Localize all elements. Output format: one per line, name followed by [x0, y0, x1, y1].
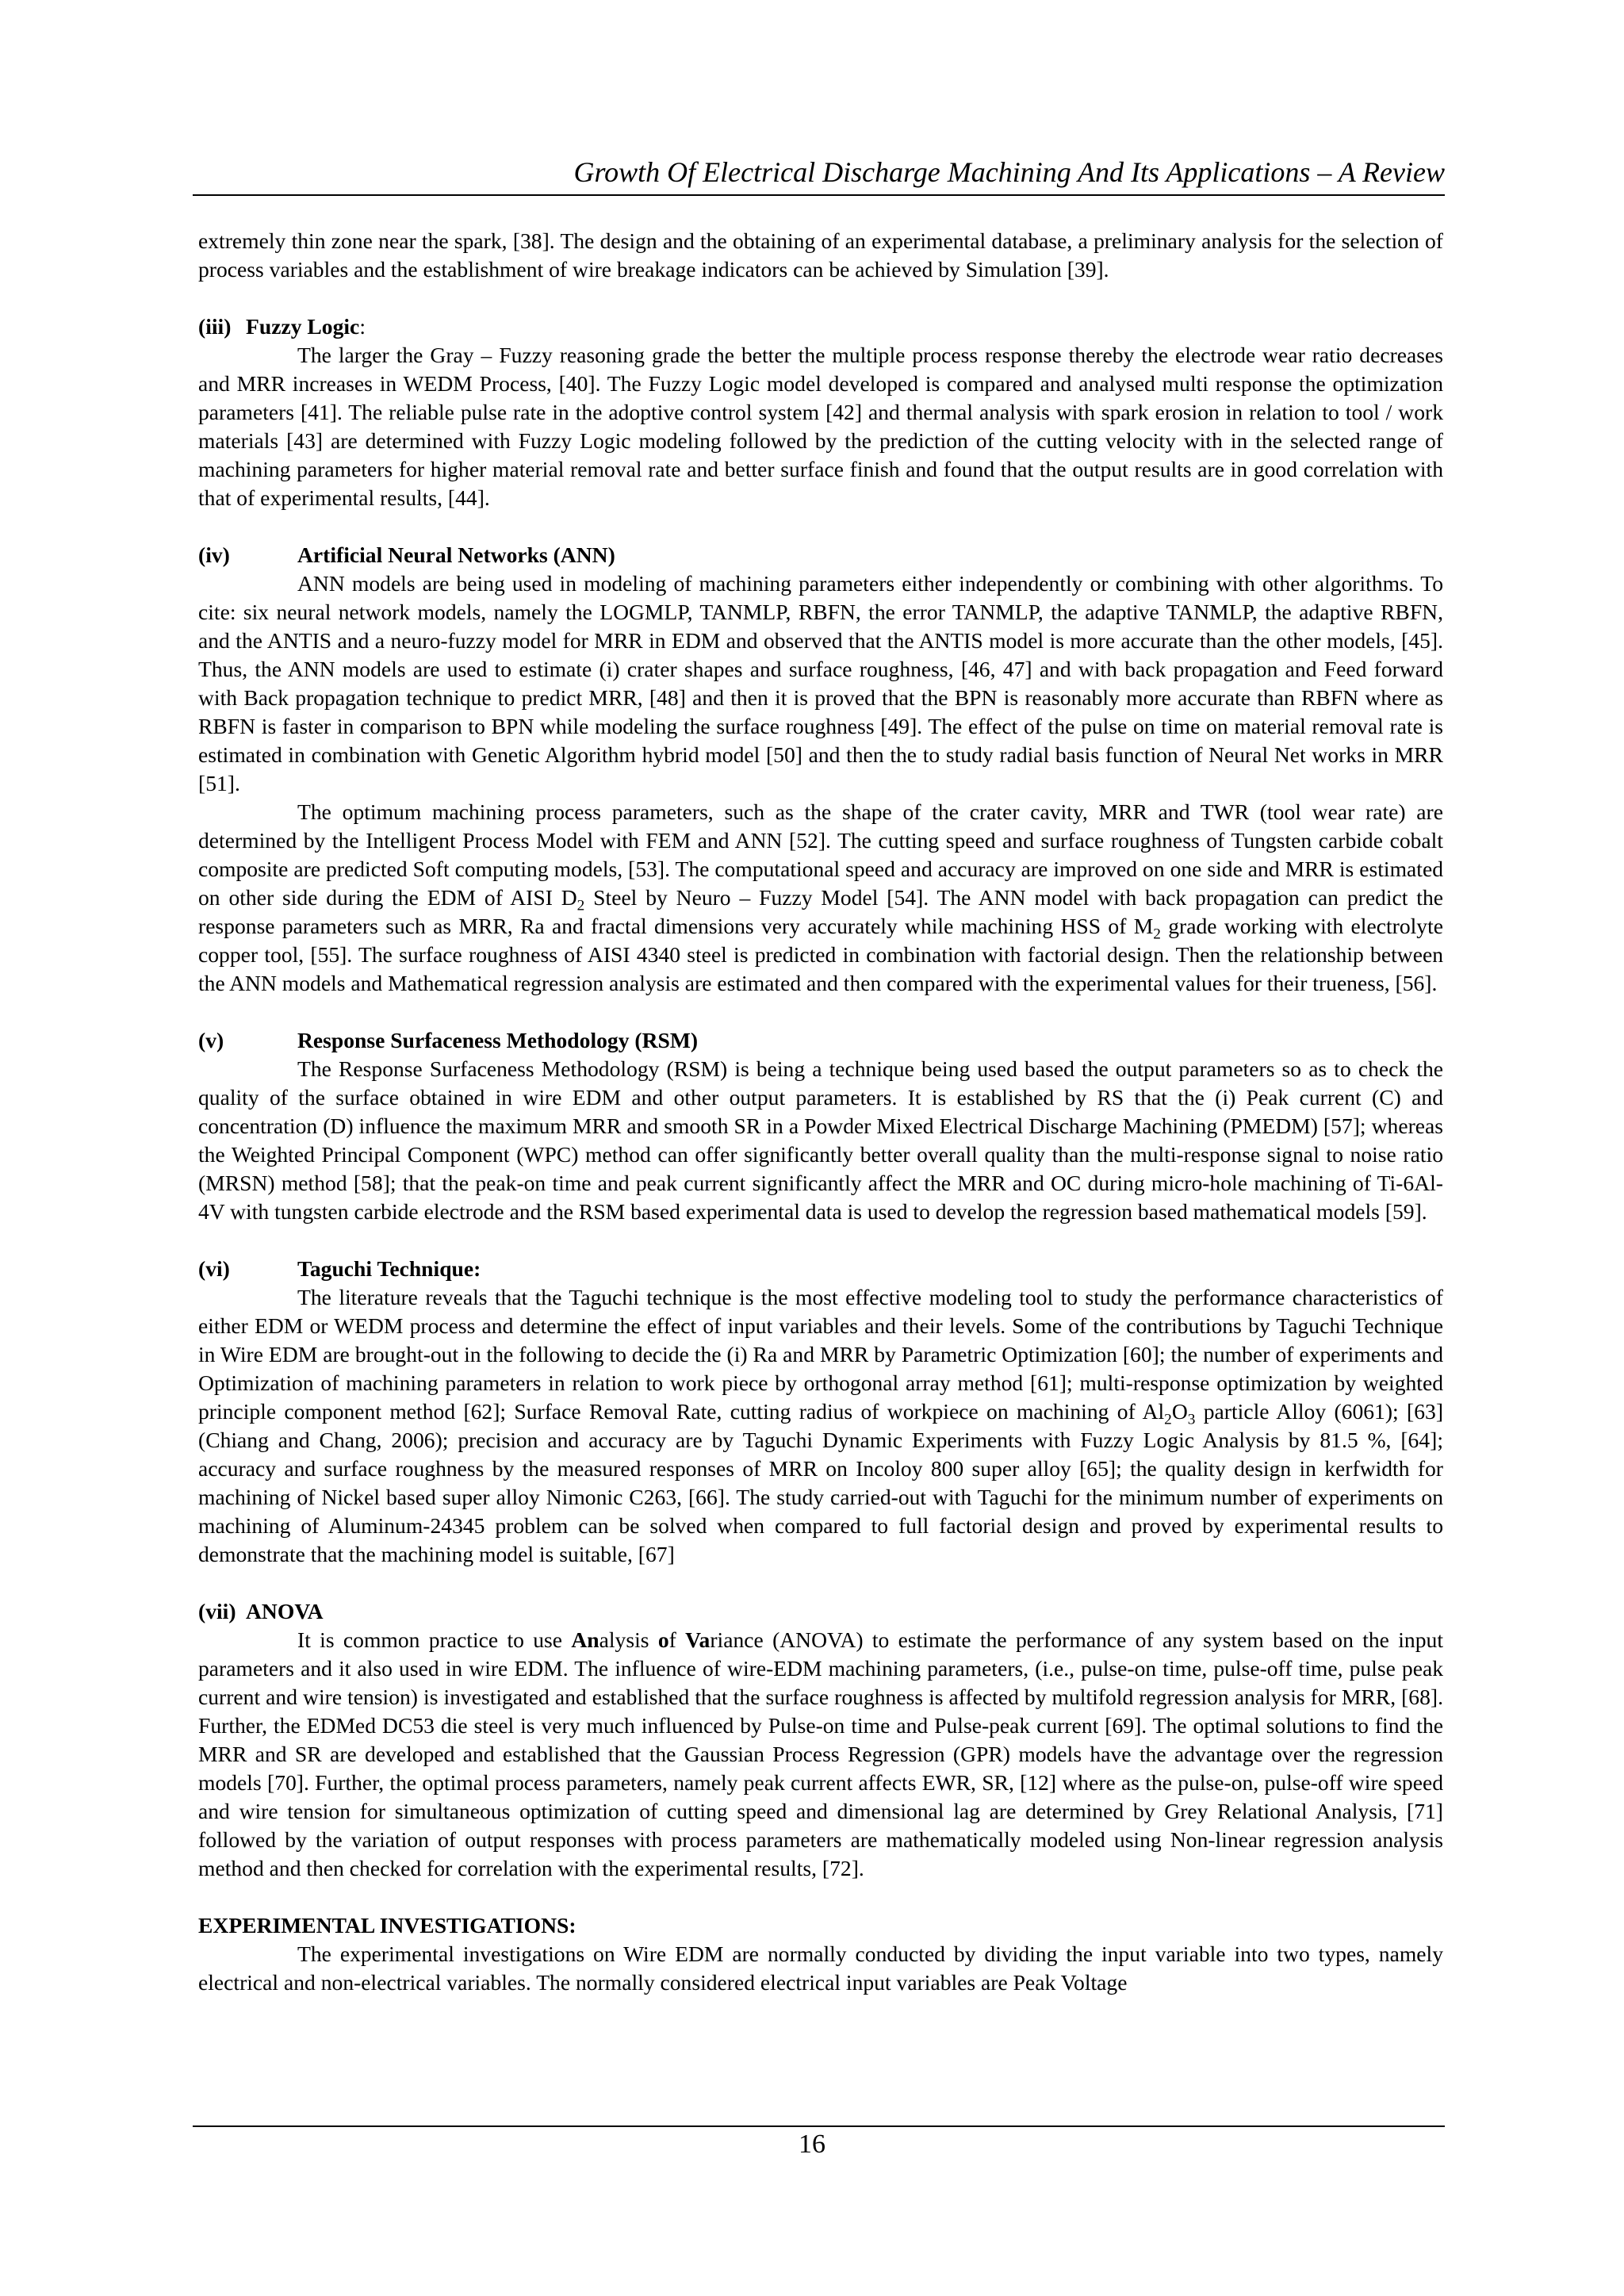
section-taguchi: [198, 1255, 1443, 1569]
section-heading: [198, 1026, 1443, 1055]
page-number: 16: [799, 2129, 825, 2159]
heading-colon: :: [359, 314, 366, 339]
body-paragraph: The experimental investigations on Wire EDM are normally conducted by dividing the input variable into two types, namely electrical and non-electrical variables. The normally considered electrical input variables are Peak Voltage: [198, 1941, 1443, 1995]
section-number: (v): [198, 1028, 224, 1052]
section-title: Artificial Neural Networks (ANN): [297, 542, 615, 567]
section-number: (iv): [198, 542, 230, 567]
body-paragraph: The literature reveals that the Taguchi technique is the most effective modeling tool to study the performance characteristics of either EDM or WEDM process and determine the effect of input variables and their levels. Some of the contributions by Taguchi Technique in Wire EDM are brought-out in the following to decide the (i) Ra and MRR by Parametric Optimization [60]; the number of experiments and Optimization of machining parameters in relation to work piece by orthogonal array method [61]; multi-response optimization by weighted principle component method [62]; Surface Removal Rate, cutting radius of workpiece on machining of $Al_2O_3$ particle Alloy (6061); [63] (Chiang and Chang, 2006); precision and accuracy are by Taguchi Dynamic Experiments with Fuzzy Logic Analysis by 81.5 %, [64]; accuracy and surface roughness by the measured responses of MRR on Incoloy 800 super alloy [65]; the quality design in kerfwidth for machining of Nickel based super alloy Nimonic C263, [66]. The study carried-out with Taguchi for the minimum number of experiments on machining of Aluminum-24345 problem can be solved when compared to full factorial design and proved by experimental results to demonstrate that the machining model is suitable, [67]: [198, 1285, 1444, 1566]
section-number: (vi): [198, 1256, 230, 1281]
section-ann: [198, 541, 1443, 998]
section-experimental: [198, 1911, 1443, 1997]
body-paragraph: It is common practice to use Analysis of Variance (ANOVA) to estimate the performance of any system based on the input parameters and it also used in wire EDM. The influence of wire-EDM machining parameters, (i.e., pulse-on time, pulse-off time, pulse peak current and wire tension) is investigated and established that the surface roughness is affected by multifold regression analysis for MRR, [68]. Further, the EDMed DC53 die steel is very much influenced by Pulse-on time and Pulse-peak current [69]. The optimal solutions to find the MRR and SR are developed and established that the Gaussian Process Regression (GPR) models have the advantage over the regression models [70]. Further, the optimal process parameters, namely peak current affects EWR, SR, [12] where as the pulse-on, pulse-off wire speed and wire tension for simultaneous optimization of cutting speed and dimensional lag are determined by Grey Relational Analysis, [71] followed by the variation of output responses with process parameters are mathematically modeled using Non-linear regression analysis method and then checked for correlation with the experimental results, [72].: [198, 1627, 1443, 1880]
section-title: Taguchi Technique:: [297, 1256, 481, 1281]
section-number: (vii): [198, 1599, 236, 1623]
page-body: [198, 227, 1443, 1997]
section-number: (iii): [198, 314, 232, 339]
body-paragraph: The larger the Gray – Fuzzy reasoning grade the better the multiple process response thereby the electrode wear ratio decreases and MRR increases in WEDM Process, [40]. The Fuzzy Logic model developed is compared and analysed multi response the optimization parameters [41]. The reliable pulse rate in the adoptive control system [42] and thermal analysis with spark erosion in relation to tool / work materials [43] are determined with Fuzzy Logic modeling followed by the prediction of the cutting velocity with in the selected range of machining parameters for higher material removal rate and better surface finish and found that the output results are in good correlation with that of experimental results, [44].: [198, 343, 1443, 510]
section-fuzzy-logic: [198, 312, 1443, 512]
section-heading: [198, 312, 1443, 341]
section-anova: [198, 1597, 1443, 1883]
section-heading: [198, 541, 1443, 569]
body-paragraph: ANN models are being used in modeling of machining parameters either independently or combining with other algorithms. To cite: six neural network models, namely the LOGMLP, TANMLP, RBFN, the error TANMLP, the adaptive TANMLP, the adaptive RBFN, and the ANTIS and a neuro-fuzzy model for MRR in EDM and observed that the ANTIS model is more accurate than the other models, [45]. Thus, the ANN models are used to estimate (i) crater shapes and surface roughness, [46, 47] and with back propagation and Feed forward with Back propagation technique to predict MRR, [48] and then it is proved that the BPN is reasonably more accurate than RBFN where as RBFN is faster in comparison to BPN while modeling the surface roughness [49]. The effect of the pulse on time on material removal rate is estimated in combination with Genetic Algorithm hybrid model [50] and then the to study radial basis function of Neural Net works in MRR [51].: [198, 571, 1443, 795]
section-title: ANOVA: [246, 1599, 324, 1623]
section-title: Fuzzy Logic: [246, 314, 360, 339]
section-title: EXPERIMENTAL INVESTIGATIONS:: [198, 1913, 576, 1938]
intro-paragraph: extremely thin zone near the spark, [38]. The design and the obtaining of an experimental database, a preliminary analysis for the selection of process variables and the establishment of wire breakage indicators can be achieved by Simulation [39].: [198, 228, 1443, 282]
section-rsm: [198, 1026, 1443, 1226]
section-heading: [198, 1597, 1443, 1626]
body-paragraph: The Response Surfaceness Methodology (RSM) is being a technique being used based the output parameters so as to check the quality of the surface obtained in wire EDM and other output parameters. It is established by RS that the (i) Peak current (C) and concentration (D) influence the maximum MRR and smooth SR in a Powder Mixed Electrical Discharge Machining (PMEDM) [57]; whereas the Weighted Principal Component (WPC) method can offer significantly better overall quality than the multi-response signal to noise ratio (MRSN) method [58]; that the peak-on time and peak current significantly affect the MRR and OC during micro-hole machining of Ti-6Al-4V with tungsten carbide electrode and the RSM based experimental data is used to develop the regression based mathematical models [59].: [198, 1056, 1443, 1224]
header-rule: [193, 194, 1445, 196]
section-heading: [198, 1255, 1443, 1283]
section-title: Response Surfaceness Methodology (RSM): [297, 1028, 699, 1052]
body-paragraph: The optimum machining process parameters, such as the shape of the crater cavity, MRR and TWR (tool wear rate) are determined by the Intelligent Process Model with FEM and ANN [52]. The cutting speed and surface roughness of Tungsten carbide cobalt composite are predicted Soft computing models, [53]. The computational speed and accuracy are improved on one side and MRR is estimated on other side during the EDM of AISI $D_2$ Steel by Neuro – Fuzzy Model [54]. The ANN model with back propagation can predict the response parameters such as MRR, Ra and fractal dimensions very accurately while machining HSS of $M_2$ grade working with electrolyte copper tool, [55]. The surface roughness of AISI 4340 steel is predicted in combination with factorial design. Then the relationship between the ANN models and Mathematical regression analysis are estimated and then compared with the experimental values for their trueness, [56].: [198, 799, 1443, 995]
running-head: Growth Of Electrical Discharge Machining And Its Applications – A Review: [573, 156, 1445, 188]
